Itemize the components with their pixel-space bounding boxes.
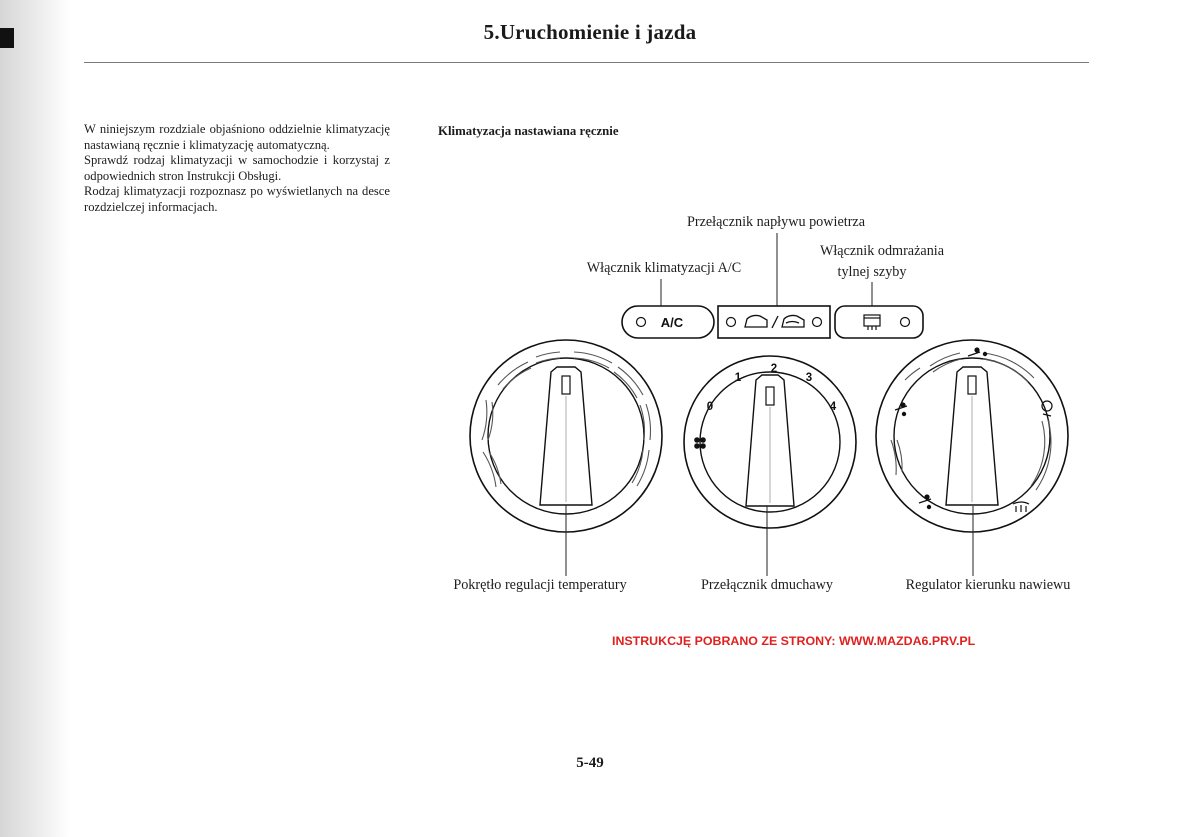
ac-button-text: A/C	[660, 315, 684, 330]
intro-paragraph-3: Rodzaj klimatyzacji rozpoznasz po wyświetlanych na desce rozdzielczej informacjach.	[84, 184, 390, 214]
air-intake-button	[718, 306, 830, 338]
ac-button	[622, 306, 714, 338]
page-title: 5.Uruchomienie i jazda	[483, 20, 697, 44]
fan-speed-3: 3	[805, 372, 813, 384]
fan-switch-label: Przełącznik dmuchawy	[701, 577, 833, 593]
airflow-mode-knob	[876, 340, 1068, 532]
section-title: Klimatyzacja nastawiana ręcznie	[438, 124, 619, 138]
temperature-knob	[470, 340, 662, 532]
airflow-mode-label: Regulator kierunku nawiewu	[905, 577, 1071, 593]
fan-speed-1: 1	[734, 372, 742, 384]
air-intake-switch-label: Przełącznik napływu powietrza	[686, 214, 866, 230]
page-number: 5-49	[576, 755, 604, 771]
fan-speed-knob	[684, 356, 856, 528]
rear-defrost-label-line2: tylnej szyby	[837, 264, 907, 280]
rear-defrost-button	[835, 306, 923, 338]
fan-speed-4: 4	[829, 401, 837, 413]
intro-paragraph-1: W niniejszym rozdziale objaśniono oddzielnie klimatyzację nastawianą ręcznie i klimatyzację automatyczną.	[84, 122, 390, 152]
fan-speed-2: 2	[770, 363, 778, 375]
source-note: INSTRUKCJĘ POBRANO ZE STRONY: WWW.MAZDA6.PRV.PL	[612, 634, 976, 648]
fan-speed-0: 0	[706, 401, 714, 413]
temperature-knob-label: Pokrętło regulacji temperatury	[453, 577, 627, 593]
intro-paragraph-2: Sprawdź rodzaj klimatyzacji w samochodzie i korzystaj z odpowiednich stron Instrukcji Obsługi.	[84, 153, 390, 183]
rear-defrost-label-line1: Włącznik odmrażania	[819, 243, 945, 259]
ac-switch-label: Włącznik klimatyzacji A/C	[586, 260, 742, 276]
